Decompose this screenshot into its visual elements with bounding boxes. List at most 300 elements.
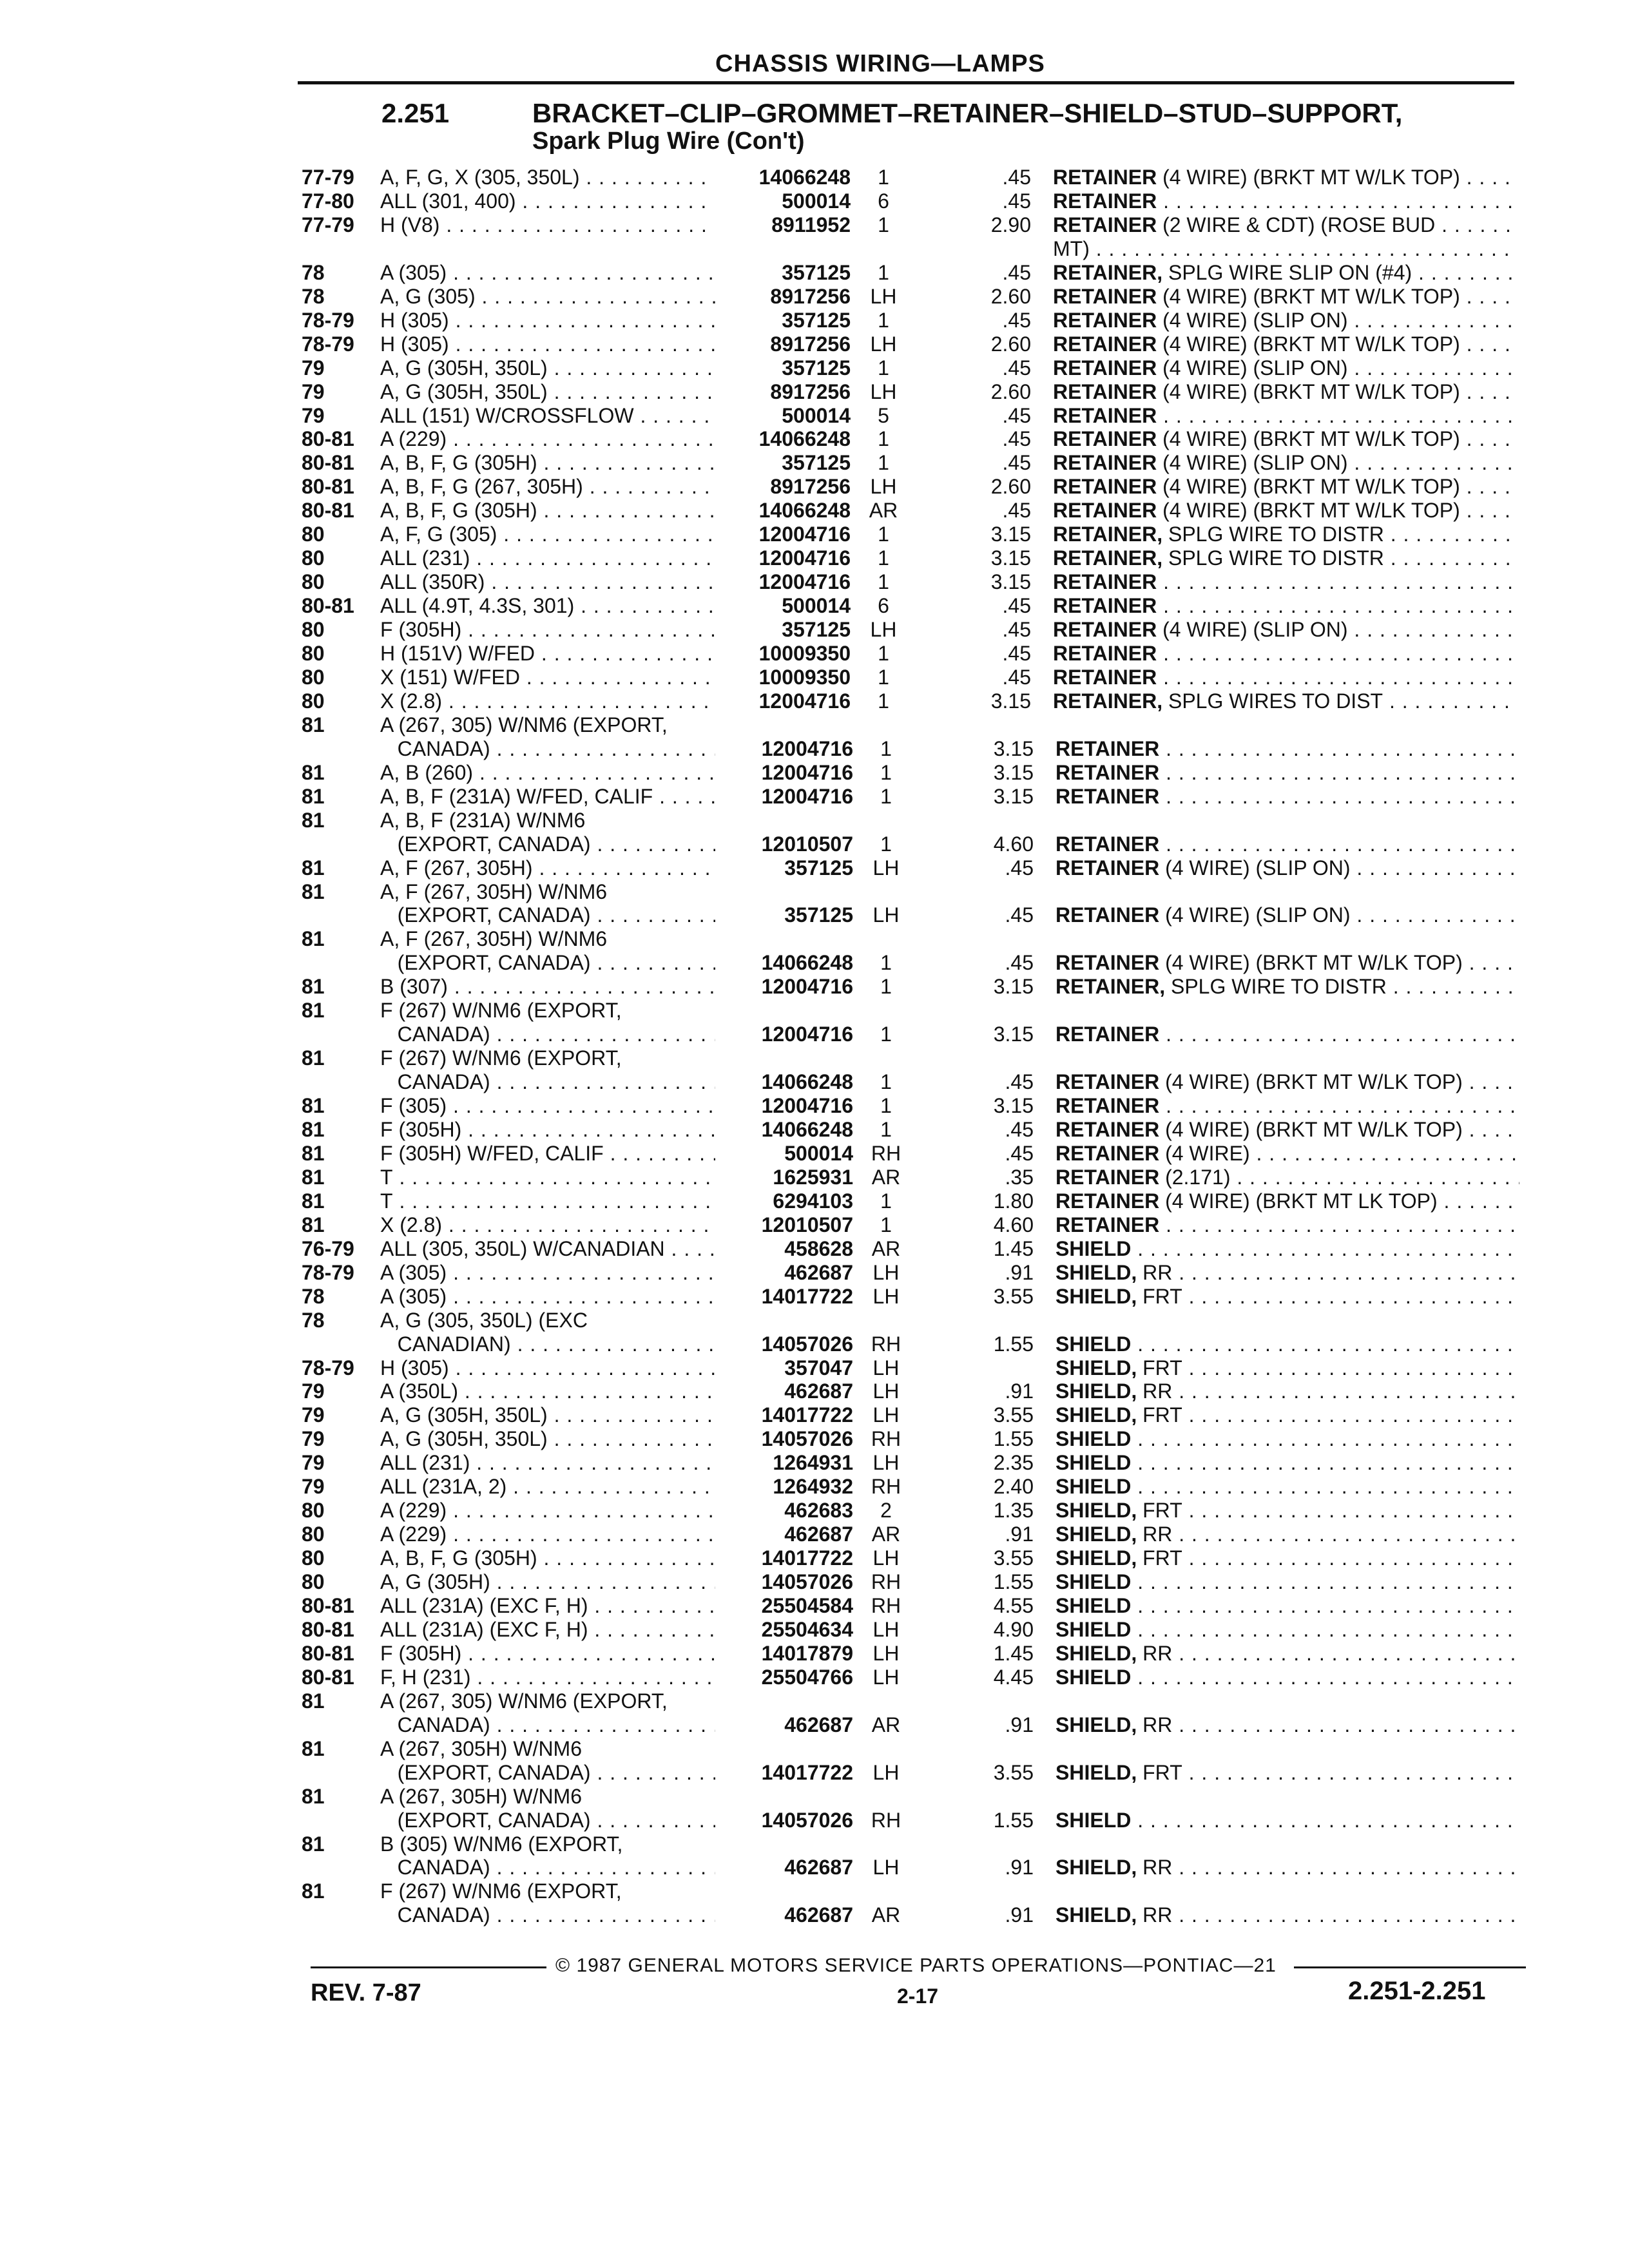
cell-model: A (305) . . . (380, 1260, 715, 1285)
table-row (0, 617, 1629, 642)
part-name: RETAINER (1053, 475, 1157, 499)
part-description: FRT (1142, 1403, 1182, 1427)
cell-part-number: 357125 (782, 356, 851, 380)
table-row (0, 1808, 1629, 1832)
footer-page-number: 2-17 (897, 1984, 939, 2008)
cell-model: ALL (231) . . . (380, 546, 715, 570)
cell-year: 80 (302, 665, 325, 689)
table-row (0, 1260, 1629, 1285)
cell-price: .45 (1002, 166, 1031, 189)
part-name: RETAINER (1053, 499, 1157, 523)
cell-quantity: 6 (878, 594, 889, 618)
part-name: RETAINER (1053, 166, 1157, 189)
cell-quantity: 1 (878, 523, 889, 546)
part-description: (4 WIRE) (SLIP ON) (1162, 618, 1348, 642)
part-name: RETAINER (1053, 665, 1157, 689)
cell-part-number: 12004716 (761, 784, 853, 808)
cell-part-number: 8917256 (770, 284, 851, 308)
cell-description (1055, 1379, 1519, 1403)
cell-price: .91 (1005, 1856, 1034, 1879)
cell-model: A (229) . . . (380, 1522, 715, 1546)
cell-description (1055, 1022, 1519, 1046)
part-description: SPLG WIRE TO DISTR (1170, 975, 1387, 999)
table-row (0, 1213, 1629, 1237)
cell-description (1055, 1641, 1519, 1666)
cell-price: 2.60 (990, 380, 1031, 403)
table-row (0, 450, 1629, 475)
cell-year: 80-81 (302, 427, 354, 451)
table-row (0, 879, 1629, 904)
cell-model: ALL (301, 400) . . . (380, 189, 715, 213)
part-description: RR (1142, 1903, 1173, 1927)
table-row (0, 403, 1629, 428)
cell-year: 80 (302, 523, 325, 546)
cell-quantity: AR (871, 1236, 901, 1260)
table-row (0, 808, 1629, 832)
cell-price: .45 (1005, 1070, 1034, 1094)
part-name: SHIELD, (1055, 1546, 1137, 1570)
cell-part-number: 14017722 (761, 1403, 853, 1427)
cell-part-number: 10009350 (758, 642, 851, 665)
cell-model: F (305H) . . . (380, 1641, 715, 1666)
part-description: (4 WIRE) (SLIP ON) (1165, 856, 1351, 879)
part-name: RETAINER (1053, 642, 1157, 665)
cell-price: .45 (1005, 1141, 1034, 1165)
part-name: RETAINER (1055, 1189, 1160, 1213)
cell-price: 2.90 (990, 213, 1031, 236)
part-description: SPLG WIRE TO DISTR (1168, 523, 1384, 546)
table-row (0, 1450, 1629, 1475)
table-row (0, 1141, 1629, 1166)
table-row (0, 1022, 1629, 1046)
cell-year: 81 (302, 1094, 325, 1118)
cell-price: .45 (1005, 951, 1034, 975)
cell-year: 77-79 (302, 166, 354, 189)
cell-model: A (305) . . . (380, 260, 715, 285)
part-name: RETAINER (1055, 784, 1160, 808)
cell-price: 3.15 (990, 689, 1031, 713)
cell-quantity: AR (871, 1713, 901, 1736)
cell-price: 3.15 (990, 570, 1031, 594)
table-row (0, 1522, 1629, 1546)
cell-quantity: 5 (878, 403, 889, 427)
part-name: RETAINER (1053, 213, 1157, 236)
part-description: FRT (1142, 1499, 1182, 1523)
cell-model: CANADA) . . . (380, 1713, 715, 1737)
cell-description (1055, 1213, 1519, 1237)
table-row (0, 1498, 1629, 1523)
cell-description (1055, 1665, 1519, 1689)
part-name: SHIELD, (1055, 1713, 1137, 1736)
cell-price: 4.60 (993, 1213, 1034, 1236)
cell-year: 80 (302, 1546, 325, 1570)
table-row (0, 284, 1629, 309)
table-row (0, 1379, 1629, 1403)
table-row (0, 427, 1629, 451)
cell-model: ALL (231A, 2) . . . (380, 1474, 715, 1499)
cell-year: 81 (302, 999, 325, 1023)
cell-quantity: 1 (878, 356, 889, 380)
cell-model: (EXPORT, CANADA) . . . (380, 903, 715, 927)
cell-price: 3.15 (990, 546, 1031, 570)
cell-year: 79 (302, 380, 325, 403)
cell-quantity: LH (870, 284, 897, 308)
cell-quantity: 1 (878, 546, 889, 570)
cell-part-number: 12004716 (758, 689, 851, 713)
cell-model: A, G (305, 350L) (EXC (380, 1308, 588, 1332)
cell-year: 80-81 (302, 1594, 354, 1617)
cell-price: 2.60 (990, 284, 1031, 308)
cell-price: 1.55 (993, 1570, 1034, 1594)
part-description: (4 WIRE) (BRKT MT W/LK TOP) (1165, 1118, 1463, 1141)
part-name: SHIELD, (1055, 1499, 1137, 1523)
cell-model: A, B, F, G (305H) . . . (380, 1546, 715, 1570)
cell-year: 81 (302, 760, 325, 784)
table-row (0, 213, 1629, 237)
cell-quantity: LH (872, 1546, 900, 1570)
cell-model: A, F, G, X (305, 350L) . . . (380, 165, 715, 189)
part-name: SHIELD, (1055, 1356, 1137, 1379)
cell-part-number: 12010507 (761, 1213, 853, 1236)
cell-model: A, G (305) . . . (380, 284, 715, 309)
cell-part-number: 12004716 (761, 1094, 853, 1118)
cell-quantity: RH (871, 1475, 901, 1499)
cell-description (1055, 1450, 1519, 1475)
cell-year: 79 (302, 1451, 325, 1475)
table-row (0, 1284, 1629, 1309)
cell-model: A (229) . . . (380, 1498, 715, 1523)
cell-price: .45 (1002, 189, 1031, 213)
cell-year: 80-81 (302, 475, 354, 499)
table-row (0, 689, 1629, 713)
cell-quantity: LH (872, 1356, 900, 1379)
cell-model: F (305H) W/FED, CALIF . . . (380, 1141, 715, 1166)
part-description: (2 WIRE & CDT) (ROSE BUD (1162, 213, 1436, 236)
table-row (0, 1403, 1629, 1427)
part-description: (4 WIRE) (BRKT MT W/LK TOP) (1162, 284, 1460, 308)
cell-year: 80 (302, 1499, 325, 1523)
cell-year: 79 (302, 1427, 325, 1451)
part-name: RETAINER (1055, 832, 1160, 856)
cell-model: (EXPORT, CANADA) . . . (380, 832, 715, 856)
cell-price: .45 (1002, 618, 1031, 642)
cell-model: (EXPORT, CANADA) . . . (380, 1808, 715, 1832)
cell-price: .91 (1005, 1903, 1034, 1927)
footer-rule-left (311, 1966, 546, 1968)
table-row (0, 165, 1629, 189)
cell-part-number: 12004716 (758, 570, 851, 594)
cell-part-number: 500014 (782, 594, 851, 618)
cell-quantity: LH (870, 618, 897, 642)
part-name: RETAINER, (1053, 523, 1163, 546)
cell-model: A, F (267, 305H) . . . (380, 856, 715, 880)
part-description: (4 WIRE) (BRKT MT W/LK TOP) (1162, 475, 1460, 499)
cell-price: 3.15 (993, 1094, 1034, 1118)
cell-price: .45 (1002, 308, 1031, 332)
cell-year: 81 (302, 1189, 325, 1213)
cell-quantity: 1 (878, 427, 889, 451)
part-name: RETAINER (1055, 1213, 1160, 1236)
part-name: SHIELD, (1055, 1903, 1137, 1927)
table-row (0, 522, 1629, 546)
cell-part-number: 6294103 (773, 1189, 853, 1213)
cell-part-number: 10009350 (758, 665, 851, 689)
cell-model: A, F (267, 305H) W/NM6 (380, 879, 608, 903)
cell-quantity: 1 (878, 689, 889, 713)
cell-part-number: 14066248 (758, 427, 851, 451)
cell-part-number: 12004716 (761, 736, 853, 760)
table-row (0, 950, 1629, 975)
cell-description (1055, 784, 1519, 809)
cell-description (1055, 1760, 1519, 1785)
cell-model: H (305) . . . (380, 332, 715, 356)
cell-quantity: AR (871, 1523, 901, 1546)
cell-description (1053, 450, 1517, 475)
cell-description (1055, 974, 1519, 999)
table-row (0, 380, 1629, 404)
cell-model: X (151) W/FED . . . (380, 665, 715, 689)
part-name: RETAINER (1053, 189, 1157, 213)
cell-description (1055, 903, 1519, 927)
part-description: FRT (1142, 1356, 1182, 1379)
section-number: 2.251 (381, 98, 450, 128)
cell-price: 3.15 (993, 1023, 1034, 1046)
cell-description (1055, 1070, 1519, 1094)
part-name: SHIELD (1055, 1594, 1132, 1617)
table-row (0, 332, 1629, 356)
cell-price: .45 (1002, 403, 1031, 427)
cell-price: 1.55 (993, 1427, 1034, 1451)
cell-price: 1.45 (993, 1236, 1034, 1260)
cell-quantity: RH (871, 1594, 901, 1617)
part-name: RETAINER (1055, 1141, 1160, 1165)
cell-description (1055, 1546, 1519, 1570)
cell-price: 3.15 (993, 784, 1034, 808)
table-row (0, 903, 1629, 927)
cell-part-number: 14017722 (761, 1546, 853, 1570)
table-row (0, 1641, 1629, 1666)
cell-model: A (267, 305H) W/NM6 (380, 1784, 582, 1808)
table-row (0, 1736, 1629, 1761)
cell-year: 78 (302, 260, 325, 284)
table-row (0, 474, 1629, 499)
table-row (0, 308, 1629, 332)
part-name: RETAINER (1055, 856, 1160, 879)
footer-rule-right (1294, 1966, 1526, 1968)
cell-part-number: 357125 (782, 451, 851, 475)
table-row (0, 784, 1629, 809)
cell-quantity: LH (872, 1760, 900, 1784)
cell-description (1053, 593, 1517, 618)
cell-part-number: 462687 (784, 1379, 853, 1403)
cell-quantity: LH (872, 1665, 900, 1689)
table-row (0, 1713, 1629, 1737)
cell-price: 1.45 (993, 1641, 1034, 1665)
cell-model: ALL (151) W/CROSSFLOW . . . (380, 403, 715, 428)
cell-price: .45 (1002, 427, 1031, 451)
cell-quantity: 1 (880, 975, 892, 999)
cell-year: 77-79 (302, 213, 354, 236)
cell-year: 80 (302, 546, 325, 570)
table-row (0, 998, 1629, 1023)
cell-part-number: 25504766 (761, 1665, 853, 1689)
part-name: SHIELD, (1055, 1856, 1137, 1879)
cell-description (1055, 1236, 1519, 1261)
part-name: SHIELD (1055, 1808, 1132, 1832)
cell-description (1055, 1498, 1519, 1523)
cell-quantity: AR (871, 1165, 901, 1189)
cell-model: A (267, 305H) W/NM6 (380, 1736, 582, 1760)
cell-year: 81 (302, 1736, 325, 1760)
cell-part-number: 458628 (784, 1236, 853, 1260)
cell-quantity: 1 (878, 260, 889, 284)
cell-price: .45 (1002, 260, 1031, 284)
cell-year: 80-81 (302, 451, 354, 475)
cell-part-number: 14066248 (761, 1070, 853, 1094)
part-description: RR (1142, 1523, 1173, 1546)
cell-year: 80 (302, 618, 325, 642)
part-description: FRT (1142, 1760, 1182, 1784)
part-name: RETAINER (1055, 1023, 1160, 1046)
cell-year: 80 (302, 1570, 325, 1594)
cell-quantity: RH (871, 1332, 901, 1356)
table-row (0, 1570, 1629, 1594)
cell-part-number: 8917256 (770, 380, 851, 403)
cell-quantity: LH (872, 1284, 900, 1308)
cell-description (1055, 1808, 1519, 1832)
cell-year: 81 (302, 713, 325, 736)
cell-price: 4.55 (993, 1594, 1034, 1617)
part-name: RETAINER (1053, 427, 1157, 451)
cell-year: 81 (302, 975, 325, 999)
cell-model: CANADA) . . . (380, 1070, 715, 1094)
cell-part-number: 25504584 (761, 1594, 853, 1617)
cell-model: A, B, F, G (305H) . . . (380, 450, 715, 475)
cell-model: H (305) . . . (380, 308, 715, 332)
cell-part-number: 14066248 (758, 499, 851, 523)
cell-part-number: 14066248 (761, 951, 853, 975)
part-description: RR (1142, 1641, 1173, 1665)
cell-model: F (267) W/NM6 (EXPORT, (380, 1046, 622, 1070)
cell-year: 81 (302, 1213, 325, 1236)
cell-quantity: RH (871, 1808, 901, 1832)
cell-quantity: RH (871, 1427, 901, 1451)
cell-description (1055, 856, 1519, 880)
table-row (0, 974, 1629, 999)
part-name: RETAINER (1055, 1094, 1160, 1118)
part-name: SHIELD, (1055, 1379, 1137, 1403)
cell-description (1055, 1474, 1519, 1499)
cell-model: ALL (231) . . . (380, 1450, 715, 1475)
part-description: (4 WIRE) (BRKT MT W/LK TOP) (1165, 951, 1463, 975)
cell-year: 79 (302, 1403, 325, 1427)
cell-part-number: 8911952 (771, 213, 851, 236)
cell-quantity: LH (872, 903, 900, 927)
cell-year: 78-79 (302, 1356, 354, 1379)
cell-year: 81 (302, 1046, 325, 1070)
cell-year: 79 (302, 1379, 325, 1403)
cell-price: .45 (1005, 903, 1034, 927)
cell-price: .45 (1002, 642, 1031, 665)
cell-quantity: 1 (880, 1213, 892, 1236)
cell-part-number: 12004716 (761, 1023, 853, 1046)
part-name: RETAINER, (1055, 975, 1166, 999)
cell-price: 4.60 (993, 832, 1034, 856)
table-row (0, 736, 1629, 761)
cell-price: .45 (1002, 356, 1031, 380)
cell-price: 3.55 (993, 1760, 1034, 1784)
cell-description (1055, 1522, 1519, 1546)
cell-part-number: 500014 (784, 1141, 853, 1165)
cell-year: 80 (302, 570, 325, 594)
cell-part-number: 462687 (784, 1713, 853, 1736)
cell-quantity: 1 (880, 736, 892, 760)
cell-year: 78-79 (302, 332, 354, 356)
cell-model: ALL (231A) (EXC F, H) . . . (380, 1593, 715, 1618)
part-name: RETAINER, (1053, 260, 1163, 284)
cell-description (1055, 1855, 1519, 1879)
part-name: RETAINER (1053, 594, 1157, 618)
cell-quantity: 1 (878, 642, 889, 665)
section-title: BRACKET–CLIP–GROMMET–RETAINER–SHIELD–STUD–SUPPORT, (532, 98, 1403, 128)
cell-price: .91 (1005, 1713, 1034, 1736)
part-description: (2.171) (1165, 1165, 1231, 1189)
cell-model: H (151V) W/FED . . . (380, 641, 715, 666)
table-row (0, 570, 1629, 594)
cell-price: 3.15 (990, 523, 1031, 546)
part-name: SHIELD (1055, 1427, 1132, 1451)
part-name: RETAINER (1053, 403, 1157, 427)
cell-quantity: 1 (880, 1023, 892, 1046)
cell-year: 80 (302, 689, 325, 713)
cell-description (1053, 427, 1517, 451)
cell-year: 81 (302, 1784, 325, 1808)
cell-model: A, G (305H, 350L) . . . (380, 356, 715, 380)
cell-year: 81 (302, 879, 325, 903)
cell-quantity: LH (870, 380, 897, 403)
cell-model: A, B (260) . . . (380, 760, 715, 785)
cell-quantity: 6 (878, 189, 889, 213)
cell-description (1053, 308, 1517, 332)
cell-year: 80 (302, 1523, 325, 1546)
cell-model: CANADA) . . . (380, 1903, 715, 1927)
cell-year: 78-79 (302, 308, 354, 332)
cell-part-number: 14017722 (761, 1284, 853, 1308)
cell-year: 81 (302, 856, 325, 879)
cell-description (1053, 165, 1517, 189)
cell-model: ALL (305, 350L) W/CANADIAN . . . (380, 1236, 715, 1261)
cell-description (1055, 1189, 1519, 1213)
table-row (0, 832, 1629, 856)
cell-price: 4.90 (993, 1617, 1034, 1641)
cell-model: T . . . (380, 1189, 715, 1213)
cell-price: 2.35 (993, 1451, 1034, 1475)
cell-model: A, G (305H, 350L) . . . (380, 1427, 715, 1451)
cell-year: 77-80 (302, 189, 354, 213)
cell-year: 79 (302, 356, 325, 380)
cell-part-number: 14017879 (761, 1641, 853, 1665)
table-row (0, 1332, 1629, 1356)
cell-quantity: 1 (880, 951, 892, 975)
table-row (0, 1356, 1629, 1380)
cell-model: CANADIAN) . . . (380, 1332, 715, 1356)
part-name: RETAINER (1055, 760, 1160, 784)
part-name: SHIELD (1055, 1451, 1132, 1475)
cell-model: A, B, F, G (305H) . . . (380, 498, 715, 523)
footer-copyright: © 1987 GENERAL MOTORS SERVICE PARTS OPERATIONS—PONTIAC—21 (555, 1955, 1277, 1976)
cell-part-number: 500014 (782, 189, 851, 213)
table-row (0, 1879, 1629, 1903)
